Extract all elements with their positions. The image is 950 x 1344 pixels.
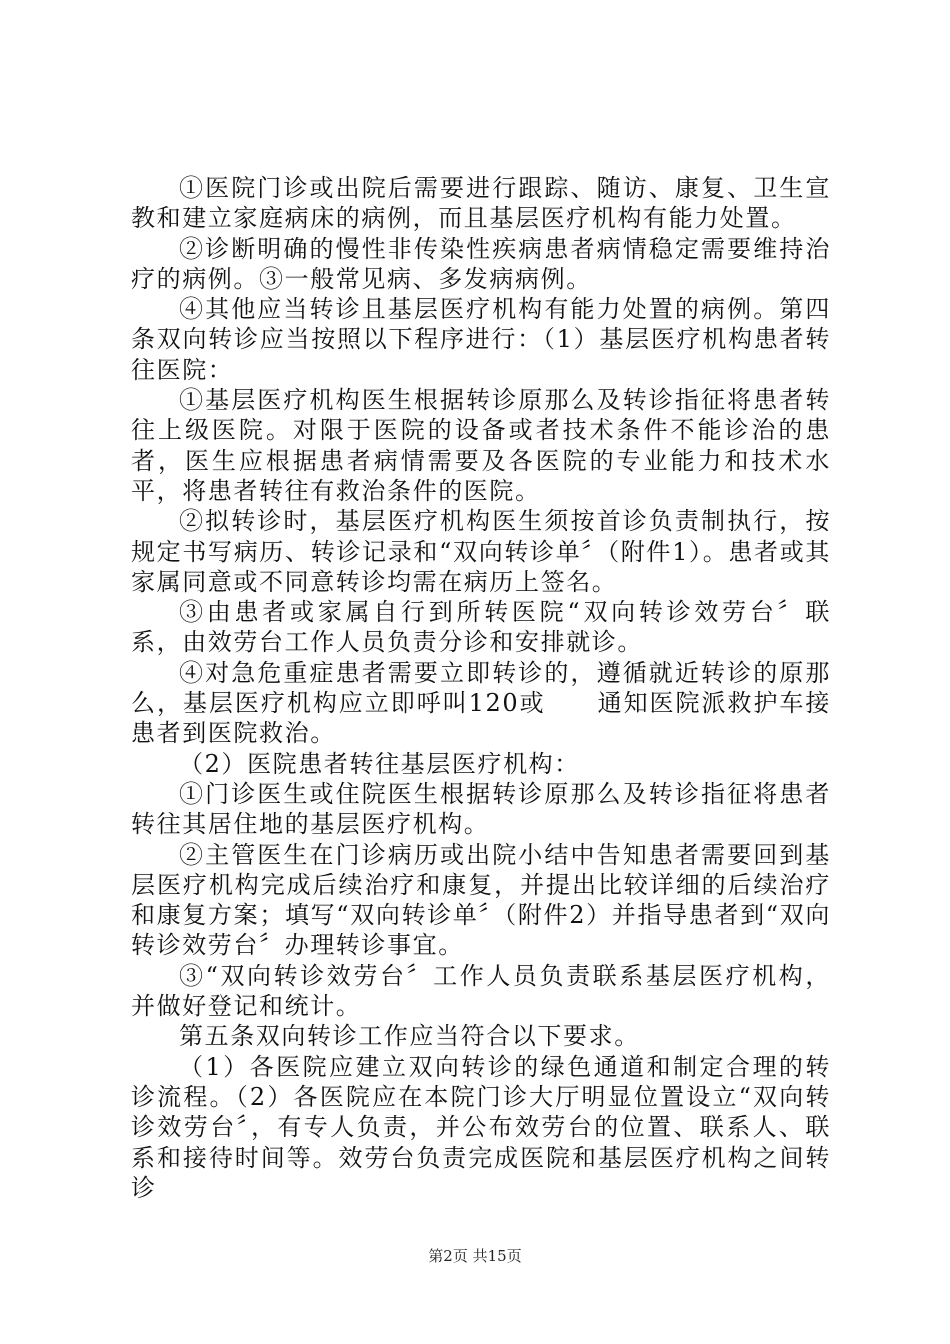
paragraph-7: ④对急危重症患者需要立即转诊的，遵循就近转诊的原那么，基层医疗机构应立即呼叫120或 通知医院派救护车接患者到医院救治。 [131,658,831,748]
paragraph-13: （1）各医院应建立双向转诊的绿色通道和制定合理的转诊流程。（2）各医院应在本院门诊大厅明显位置设立“双向转诊效劳台〞，有专人负责，并公布效劳台的位置、联系人、联系和接待时间等。效劳台负责完成医院和基层医疗机构之间转诊 [131,1052,831,1202]
paragraph-10: ②主管医生在门诊病历或出院小结中告知患者需要回到基层医疗机构完成后续治疗和康复，并提出比较详细的后续治疗和康复方案；填写“双向转诊单〞（附件2）并指导患者到“双向转诊效劳台〞办理转诊事宜。 [131,840,831,960]
paragraph-1: ①医院门诊或出院后需要进行跟踪、随访、康复、卫生宣教和建立家庭病床的病例，而且基层医疗机构有能力处置。 [131,174,831,233]
paragraph-4: ①基层医疗机构医生根据转诊原那么及转诊指征将患者转往上级医院。对限于医院的设备或者技术条件不能诊治的患者，医生应根据患者病情需要及各医院的专业能力和技术水平，将患者转往有救治条件的医院。 [131,386,831,505]
paragraph-11: ③“双向转诊效劳台〞工作人员负责联系基层医疗机构，并做好登记和统计。 [131,961,831,1021]
paragraph-3: ④其他应当转诊且基层医疗机构有能力处置的病例。第四条双向转诊应当按照以下程序进行：（1）基层医疗机构患者转往医院： [131,295,831,384]
paragraph-6: ③由患者或家属自行到所转医院“双向转诊效劳台〞联系，由效劳台工作人员负责分诊和安排就诊。 [131,598,831,657]
document-body [131,173,831,1203]
page-number-footer: 第2页 共15页 [428,1247,522,1265]
paragraph-9: ①门诊医生或住院医生根据转诊原那么及转诊指征将患者转往其居住地的基层医疗机构。 [131,779,831,839]
paragraph-2: ②诊断明确的慢性非传染性疾病患者病情稳定需要维持治疗的病例。③一般常见病、多发病病例。 [131,234,831,293]
paragraph-8: （2）医院患者转往基层医疗机构： [179,749,580,778]
paragraph-5: ②拟转诊时，基层医疗机构医生须按首诊负责制执行，按规定书写病历、转诊记录和“双向转诊单〞（附件1）。患者或其家属同意或不同意转诊均需在病历上签名。 [131,507,831,596]
paragraph-12: 第五条双向转诊工作应当符合以下要求。 [179,1022,640,1051]
